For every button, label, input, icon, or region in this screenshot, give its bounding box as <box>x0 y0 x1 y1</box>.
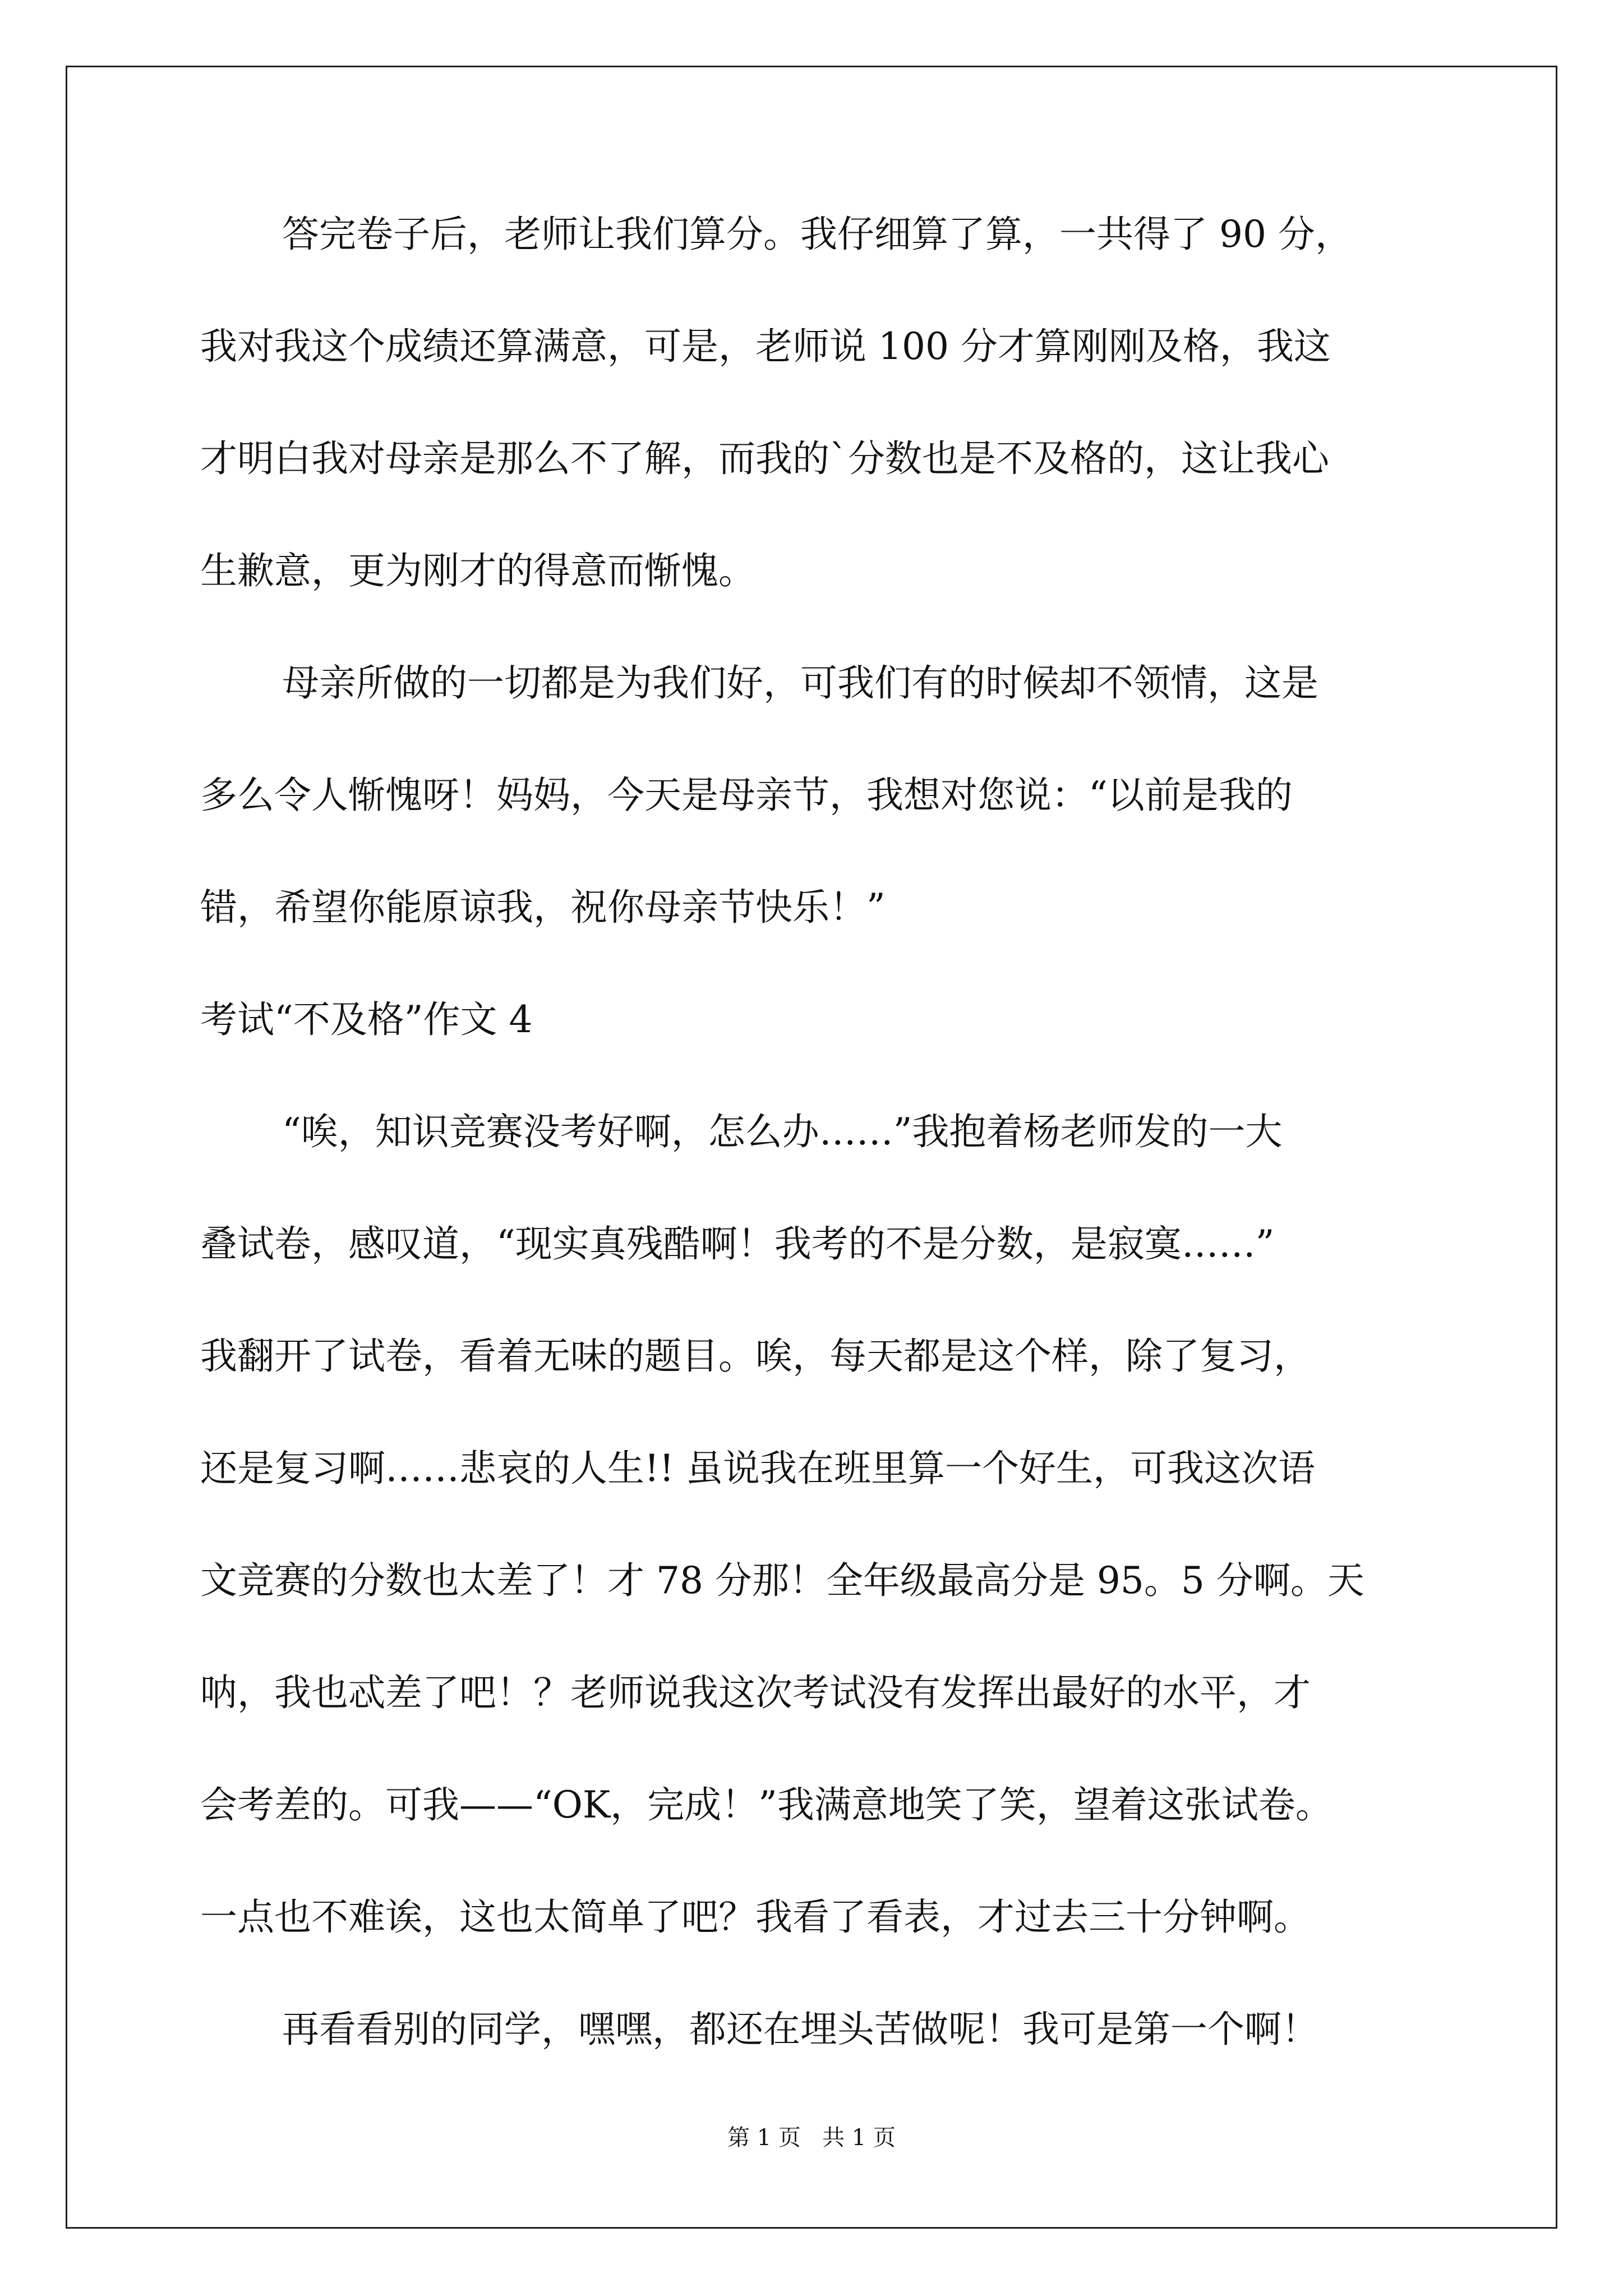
paragraph-line: 多么令人惭愧呀！妈妈，今天是母亲节，我想对您说：“以前是我的 <box>200 774 1293 817</box>
paragraph-line: 会考差的。可我——“OK，完成！”我满意地笑了笑，望着这张试卷。 <box>200 1783 1332 1826</box>
paragraph-line: 生歉意，更为刚才的得意而惭愧。 <box>200 549 755 592</box>
paragraph-line: 答完卷子后，老师让我们算分。我仔细算了算，一共得了 90 分， <box>282 213 1352 256</box>
page-number-footer: 第 1 页 共 1 页 <box>727 2125 896 2151</box>
section-heading: 考试“不及格”作文 4 <box>200 998 533 1041</box>
paragraph-line: 呐，我也忒差了吧！？老师说我这次考试没有发挥出最好的水平，才 <box>200 1671 1311 1714</box>
paragraph-line: 一点也不难诶，这也太简单了吧？我看了看表，才过去三十分钟啊。 <box>200 1895 1311 1939</box>
paragraph-line: 才明白我对母亲是那么不了解，而我的`分数也是不及格的，这让我心 <box>200 437 1329 480</box>
paragraph-line: “唉，知识竞赛没考好啊，怎么办……”我抱着杨老师发的一大 <box>282 1110 1283 1153</box>
paragraph-line: 错，希望你能原谅我，祝你母亲节快乐！” <box>200 886 886 929</box>
paragraph-line: 文竞赛的分数也太差了！才 78 分那！全年级最高分是 95。5 分啊。天 <box>200 1559 1364 1602</box>
paragraph-line: 还是复习啊……悲哀的人生!! 虽说我在班里算一个好生，可我这次语 <box>200 1447 1316 1490</box>
paragraph-line: 叠试卷，感叹道，“现实真残酷啊！我考的不是分数，是寂寞……” <box>200 1222 1275 1266</box>
paragraph-line: 再看看别的同学，嘿嘿，都还在埋头苦做呢！我可是第一个啊！ <box>282 2008 1318 2051</box>
paragraph-line: 我对我这个成绩还算满意，可是，老师说 100 分才算刚刚及格，我这 <box>200 325 1331 368</box>
paragraph-line: 我翻开了试卷，看着无味的题目。唉，每天都是这个样，除了复习， <box>200 1335 1311 1378</box>
paragraph-line: 母亲所做的一切都是为我们好，可我们有的时候却不领情，这是 <box>282 661 1318 705</box>
